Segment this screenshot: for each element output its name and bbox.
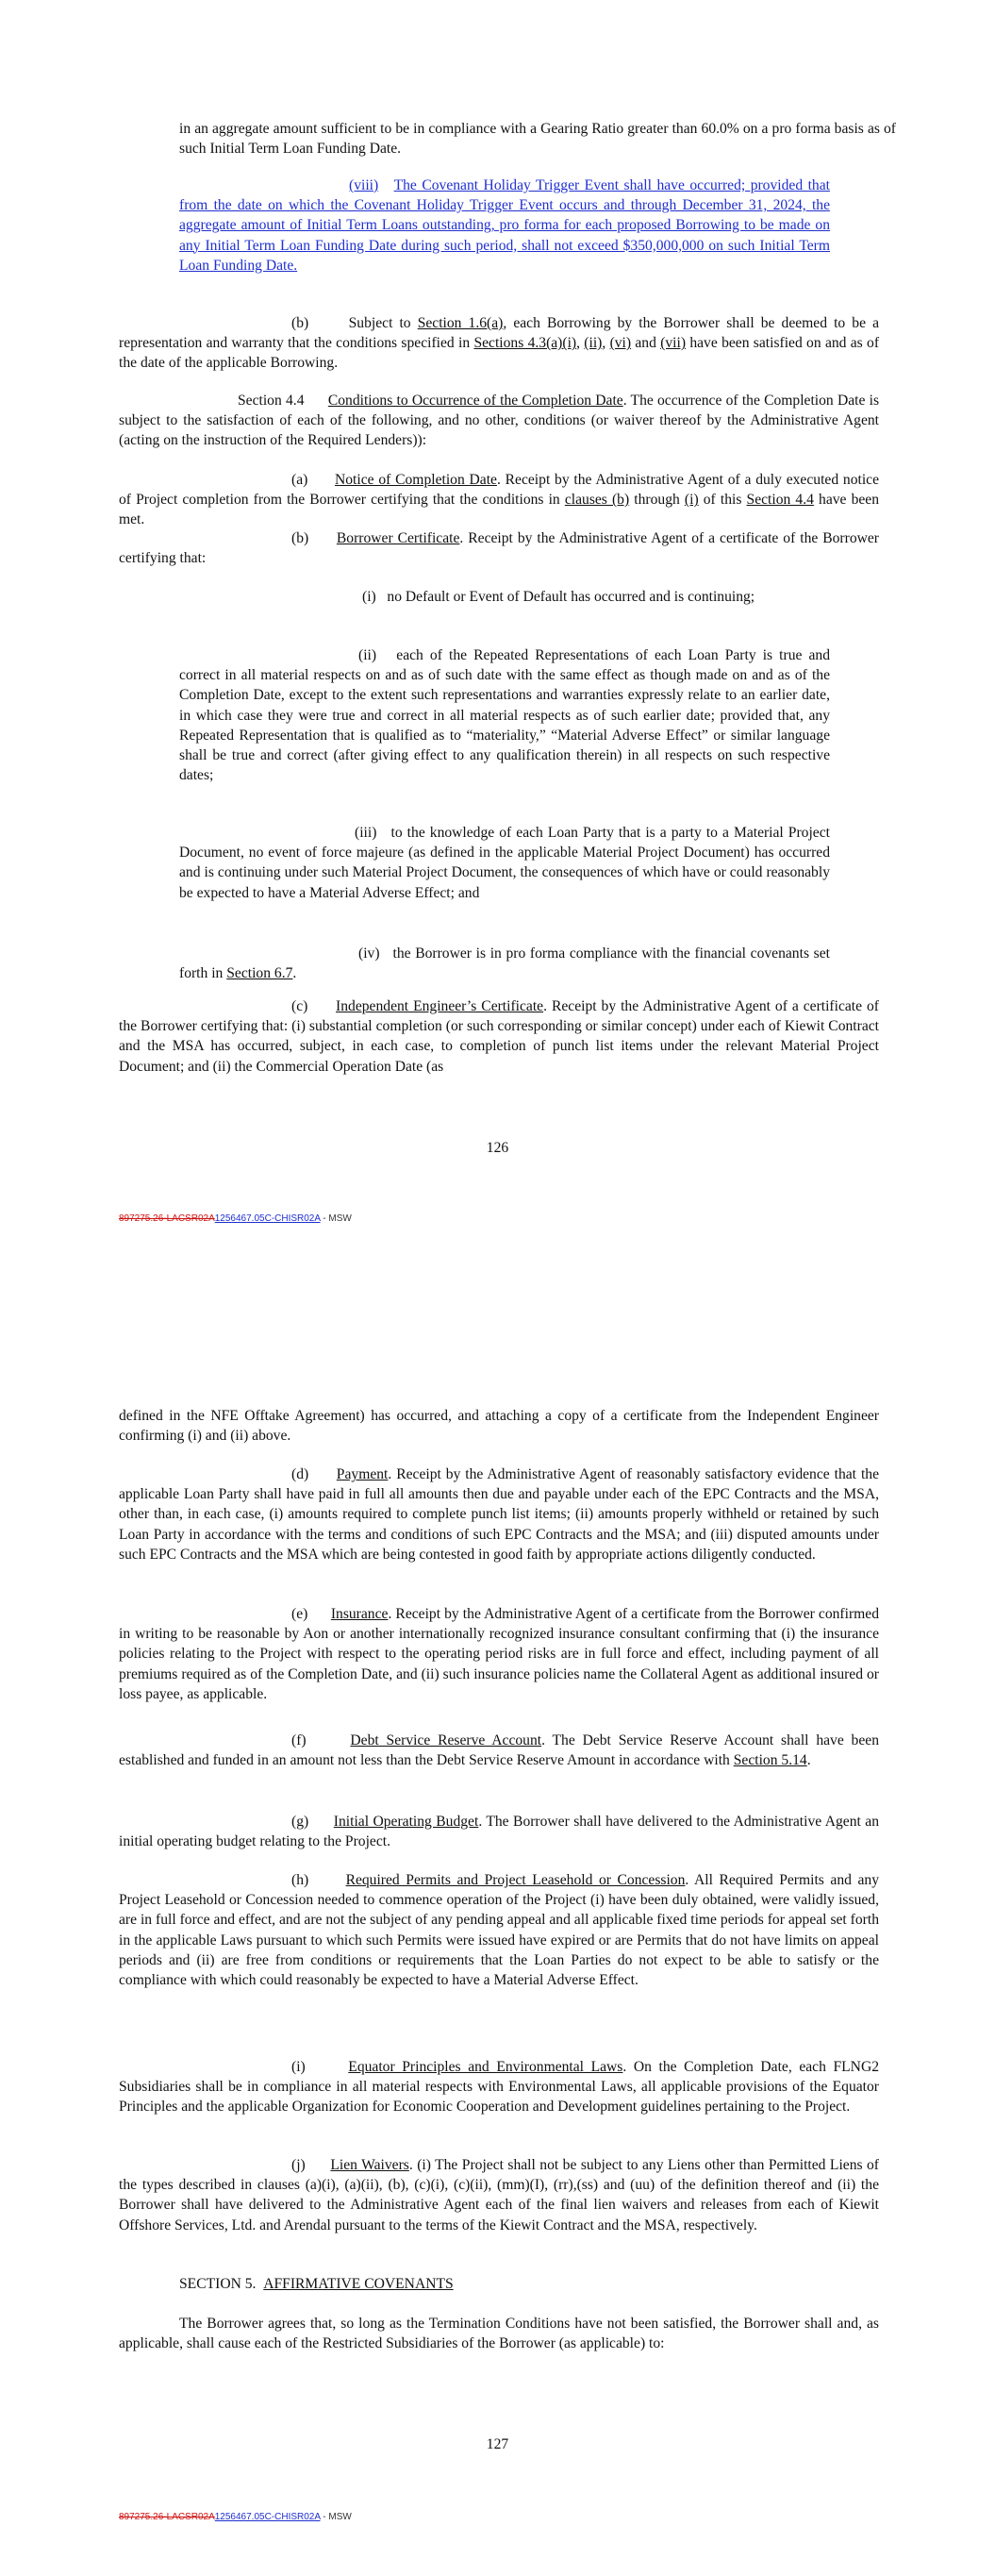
page-number: 127 [486, 2436, 509, 2452]
paragraph-c [119, 996, 879, 1077]
text: no Default or Event of Default has occurred and is continuing; [387, 589, 755, 605]
text: the Borrower is in pro forma compliance with the financial covenants set forth in [179, 945, 830, 982]
cross-reference: (ii) [584, 335, 603, 352]
clause-heading: Independent Engineer’s Certificate [336, 998, 544, 1014]
text: . Receipt by the Administrative Agent of a certificate of the Borrower certifying that: (i) substantial completion (or such corresponding or similar concept) under each of Kiewit Contract and the MSA has occurred, subject, in each case, to completion of punch list items under the relevant Material Project Document; and (ii) the Commercial Operation Date (as [119, 998, 880, 1075]
paragraph-j [119, 2155, 879, 2235]
section-number: Section 4.4 [238, 393, 305, 409]
clause-number: (c) [291, 998, 308, 1014]
clause-number: (viii) [349, 177, 379, 193]
text: , [576, 335, 585, 352]
sub-clause-ii [179, 645, 830, 785]
clause-heading: Initial Operating Budget [333, 1814, 479, 1830]
sub-clause-i [179, 587, 830, 607]
footer-deleted-id: 897275.26-LACSR02A [119, 2512, 215, 2522]
clause-number: (d) [291, 1466, 309, 1482]
clause-number: (iv) [358, 945, 380, 962]
footer-deleted-id: 897275.26-LACSR02A [119, 1213, 215, 1224]
text: . Receipt by the Administrative Agent of a duly executed notice of Project completion from the Borrower certifying that the conditions in [119, 472, 880, 509]
clause-number: (b) [291, 530, 309, 546]
clause-heading: Notice of Completion Date [335, 472, 497, 488]
page-number: 126 [486, 1140, 509, 1156]
footer-tail: - MSW [320, 1213, 352, 1224]
text: . All Required Permits and any Project Leasehold or Concession needed to commence operation of the Project (i) have been duly obtained, were validly issued, are in full force and effect, and are not the subject of any pending appeal and all applicable fixed time periods for appeal set forth in the applicable Laws pursuant to which such Permits were issued have expired or are Permits that do not have limits on appeal periods and (ii) are free from conditions or requirements that the Loan Parties do not expect to be able to satisfy or the compliance with which could reasonably be expected to have a Material Adverse Effect. [119, 1872, 880, 1989]
text: Subject to [348, 315, 418, 331]
section-5-text [119, 2314, 879, 2353]
sub-clause-iv [179, 944, 830, 983]
text: . On the Completion Date, each FLNG2 Subsidiaries shall be in compliance in all material respects with Environmental Laws, all applicable provisions of the Equator Principles and the applicable Organization for Economic Cooperation and Development guidelines pertaining to the Project. [119, 2059, 879, 2116]
footer-inserted-id: 1256467.05C-CHISR02A [214, 1213, 321, 1224]
clause-number: (f) [291, 1732, 307, 1748]
paragraph-i [119, 2057, 879, 2117]
clause-heading: Lien Waivers [330, 2157, 409, 2173]
clause-number: (g) [291, 1814, 309, 1830]
cross-reference: Sections 4.3(a)(i) [473, 335, 577, 352]
text: . (i) The Project shall not be subject to any Liens other than Permitted Liens of the types described in clauses (a)(i), (a)(ii), (b), (c)(i), (c)(ii), (mm)(I), (rr),(ss) and (uu) of the definition thereof and (ii) the Borrower shall have delivered to the Administrative Agent each of the final lien waivers and releases from each of Kiewit Offshore Services, Ltd. and Arendal pursuant to the terms of the Kiewit Contract and the MSA, respectively. [119, 2157, 880, 2233]
clause-number: (j) [291, 2157, 306, 2173]
cross-reference: Section 6.7 [226, 965, 293, 982]
section-5-heading [119, 2274, 879, 2294]
cross-reference: Section 1.6(a) [417, 315, 504, 331]
text: of this [698, 492, 747, 509]
paragraph-borrower-certificate [119, 528, 879, 568]
text: . The occurrence of the Completion Date is subject to the satisfaction of each of the following, and no other, conditions (or waiver thereof by the Administrative Agent (acting on the instruction of the Required Lenders)): [119, 393, 880, 449]
text: . The Debt Service Reserve Account shall have been established and funded in an amount not less than the Debt Service Reserve Amount in accordance with [119, 1732, 879, 1769]
clause-heading: Required Permits and Project Leasehold or Concession [345, 1872, 686, 1888]
paragraph-continuation: defined in the NFE Offtake Agreement) has occurred, and attaching a copy of a certificate from the Independent Engineer confirming (i) and (ii) above. [119, 1408, 879, 1445]
text: have been met. [119, 492, 880, 528]
clause-number: (h) [291, 1872, 309, 1888]
clause-heading: Equator Principles and Environmental Laws [348, 2059, 623, 2075]
clause-viii [179, 176, 830, 276]
text: and [631, 335, 661, 352]
clause-number: (ii) [358, 647, 377, 663]
section-heading: Conditions to Occurrence of the Completion Date [327, 393, 623, 409]
cross-reference: clauses (b) [564, 492, 630, 509]
text: . Receipt by the Administrative Agent of reasonably satisfactory evidence that the applicable Loan Party shall have paid in full all amounts then due and payable under each of the EPC Contracts and the MSA, other than, in each case, (i) amounts required to complete punch list items; (ii) amounts properly withheld or retained by such Loan Party in accordance with the terms and conditions of such EPC Contracts and the MSA; and (iii) disputed amounts under such EPC Contracts and the MSA which are being contested in good faith by appropriate actions diligently conducted. [119, 1466, 879, 1563]
paragraph-b [119, 313, 879, 374]
text: . The Borrower shall have delivered to the Administrative Agent an initial operating budget relating to the Project. [119, 1814, 880, 1850]
clause-heading: Payment [336, 1466, 389, 1482]
text: , [602, 335, 610, 352]
document-footer [119, 2512, 352, 2522]
paragraph-f [119, 1731, 879, 1770]
text: , each Borrowing by the Borrower shall be deemed to be a representation and warranty that the conditions specified in [119, 315, 879, 352]
clause-number: (a) [291, 472, 308, 488]
paragraph-intro: in an aggregate amount sufficient to be in compliance with a Gearing Ratio greater than 60.0% on a pro forma basis as of such Initial Term Loan Funding Date. [179, 121, 896, 158]
text: through [629, 492, 685, 509]
cross-reference: (vii) [660, 335, 687, 352]
cross-reference: (i) [684, 492, 699, 509]
text: . Receipt by the Administrative Agent of a certificate of the Borrower certifying that: [119, 530, 879, 567]
text: each of the Repeated Representations of each Loan Party is true and correct in all material respects on and as of such date with the same effect as though made on and as of the Completion Date, except to the extent such representations and warranties expressly relate to an earlier date, in which case they were true and correct in all material respects as of such earlier date; provided that, any Repeated Representation that is qualified as to “materiality,” “Material Adverse Effect” or similar language shall be true and correct (after giving effect to any qualification therein) in all respects on such respective dates; [179, 647, 830, 784]
document-footer [119, 1213, 352, 1224]
clause-heading: Debt Service Reserve Account [350, 1732, 542, 1748]
clause-number: (b) [291, 315, 309, 331]
clause-heading: Borrower Certificate [336, 530, 460, 546]
footer-inserted-id: 1256467.05C-CHISR02A [214, 2512, 321, 2522]
inserted-text: The Covenant Holiday Trigger Event shall have occurred; provided that from the date on which the Covenant Holiday Trigger Event occurs and through December 31, 2024, the aggregate amount of Initial Term Loans outstanding, pro forma for each proposed Borrowing to be made on any Initial Term Loan Funding Date during such period, shall not exceed $350,000,000 on such Initial Term Loan Funding Date. [179, 177, 830, 274]
text: . Receipt by the Administrative Agent of a certificate from the Borrower confirmed in writing to be reasonable by Aon or another internationally recognized insurance consultant confirming that (i) the insurance policies relating to the Project with respect to the operating period risks are in full force and effect, including payment of all premiums required as of the Completion Date, and (ii) such insurance policies name the Collateral Agent as additional insured or loss payee, as applicable. [119, 1606, 879, 1702]
paragraph-h [119, 1870, 879, 1990]
clause-number: (iii) [355, 825, 377, 841]
clause-number: (i) [362, 589, 376, 605]
text: . [806, 1752, 811, 1769]
sub-clause-iii [179, 823, 830, 903]
cross-reference: Section 4.4 [746, 492, 814, 509]
text: . [292, 965, 297, 982]
paragraph-e [119, 1604, 879, 1704]
cross-reference: (vi) [609, 335, 632, 352]
section-heading: AFFIRMATIVE COVENANTS [263, 2276, 454, 2292]
clause-heading: Insurance [330, 1606, 389, 1622]
clause-number: (e) [291, 1606, 308, 1622]
text: to the knowledge of each Loan Party that is a party to a Material Project Document, no event of force majeure (as defined in the applicable Material Project Document) has occurred and is continuing under such Material Project Document, the consequences of which have or could reasonably be expected to have a Material Adverse Effect; and [179, 825, 830, 901]
section-4-4 [119, 391, 879, 451]
section-number: SECTION 5. [179, 2276, 257, 2292]
cross-reference: Section 5.14 [733, 1752, 807, 1769]
clause-number: (i) [291, 2059, 306, 2075]
footer-tail: - MSW [320, 2512, 352, 2522]
text: The Borrower agrees that, so long as the Termination Conditions have not been satisfied, the Borrower shall and, as applicable, shall cause each of the Restricted Subsidiaries of the Borrower (as applicable) to: [119, 2316, 879, 2352]
paragraph-d [119, 1464, 879, 1564]
paragraph-a [119, 470, 879, 530]
text: have been satisfied on and as of the date of the applicable Borrowing. [119, 335, 880, 372]
paragraph-g [119, 1812, 879, 1851]
